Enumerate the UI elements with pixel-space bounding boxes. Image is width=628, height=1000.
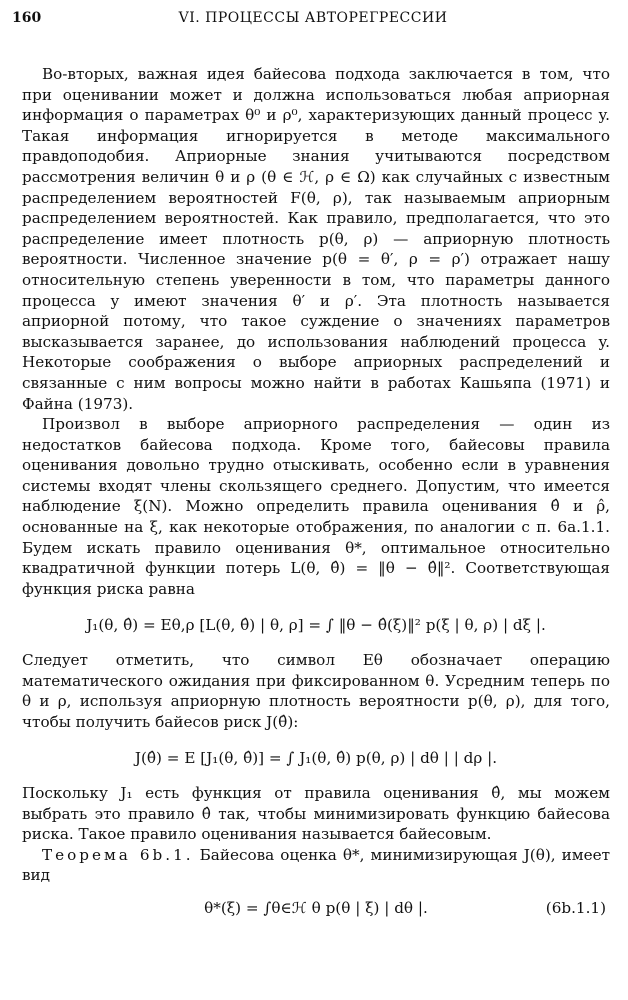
formula-risk-function: J₁(θ, θ̂) = Eθ,ρ [L(θ, θ̂) | θ, ρ] = ∫ ‖θ − θ̂(ξ)‖² p(ξ | θ, ρ) | dξ |.: [86, 616, 546, 635]
page-header: [12, 10, 614, 32]
paragraph-expectation-note: Следует отметить, что символ Eθ обозначает операцию математического ожидания при фиксированном θ. Усредним теперь по θ и ρ, используя априорную плотность вероятности p(θ, ρ), для того, чтобы получить байесов риск J(θ̂):: [22, 651, 610, 731]
theorem-label: Теорема 6b.1.: [42, 845, 194, 864]
page-number: 160: [12, 10, 42, 26]
paragraph-bayes-drawbacks: Произвол в выборе априорного распределения — один из недостатков байесова подхода. Кроме того, байесовы правила оценивания довольно трудно отыскивать, особенно если в уравнения системы входят члены скользящего среднего. Допустим, что имеется наблюдение ξ(N). Можно определить правила оценивания θ̂ и ρ̂, основанные на ξ, как некоторые отображения, по аналогии с п. 6а.1.1. Будем искать правило оценивания θ*, оптимальное относительно квадратичной функции потерь L(θ, θ̂) = ‖θ − θ̂‖². Соответствующая функция риска равна: [22, 415, 610, 598]
running-head: VI. ПРОЦЕССЫ АВТОРЕГРЕССИИ: [178, 10, 448, 26]
theorem-statement: [22, 845, 610, 886]
paragraph-minimize-risk: Поскольку J₁ есть функция от правила оценивания θ̂, мы можем выбрать это правило θ̂ так, чтобы минимизировать функцию байесова риска. Такое правило оценивания называется байесовым.: [22, 784, 610, 844]
page-body: [22, 64, 610, 919]
paragraph-prior-information: Во-вторых, важная идея байесова подхода заключается в том, что при оценивании может и должна использоваться любая априорная информация о параметрах θ⁰ и ρ⁰, характеризующих данный процесс y. Такая информация игнорируется в методе максимального правдоподобия. Априорные знания учитываются посредством рассмотрения величин θ и ρ (θ ∈ ℋ, ρ ∈ Ω) как случайных с известным распределением вероятностей F(θ, ρ), так называемым априорным распределением вероятностей. Как правило, предполагается, что это распределение имеет плотность p(θ, ρ) — априорную плотность вероятности. Численное значение p(θ = θ′, ρ = ρ′) отражает нашу относительную степень уверенности в том, что параметры данного процесса y имеют значения θ′ и ρ′. Эта плотность называется априорной потому, что такое суждение о значениях параметров высказывается заранее, до использования наблюдений процесса y. Некоторые соображения о выборе априорных распределений и связанные с ним вопросы можно найти в работах Кашьяпа (1971) и Файна (1973).: [22, 65, 610, 413]
theorem-text: Байесова оценка θ*, минимизирующая J(θ), имеет вид: [22, 845, 610, 885]
formula-bayes-estimate-body: θ*(ξ) = ∫θ∈ℋ θ p(θ | ξ) | dθ |.: [204, 898, 428, 917]
equation-number: (6b.1.1): [545, 898, 606, 917]
formula-bayes-risk: J(θ̂) = E [J₁(θ, θ̂)] = ∫ J₁(θ, θ̂) p(θ, ρ) | dθ | | dρ |.: [134, 749, 498, 768]
formula-bayes-estimate: [22, 898, 610, 919]
